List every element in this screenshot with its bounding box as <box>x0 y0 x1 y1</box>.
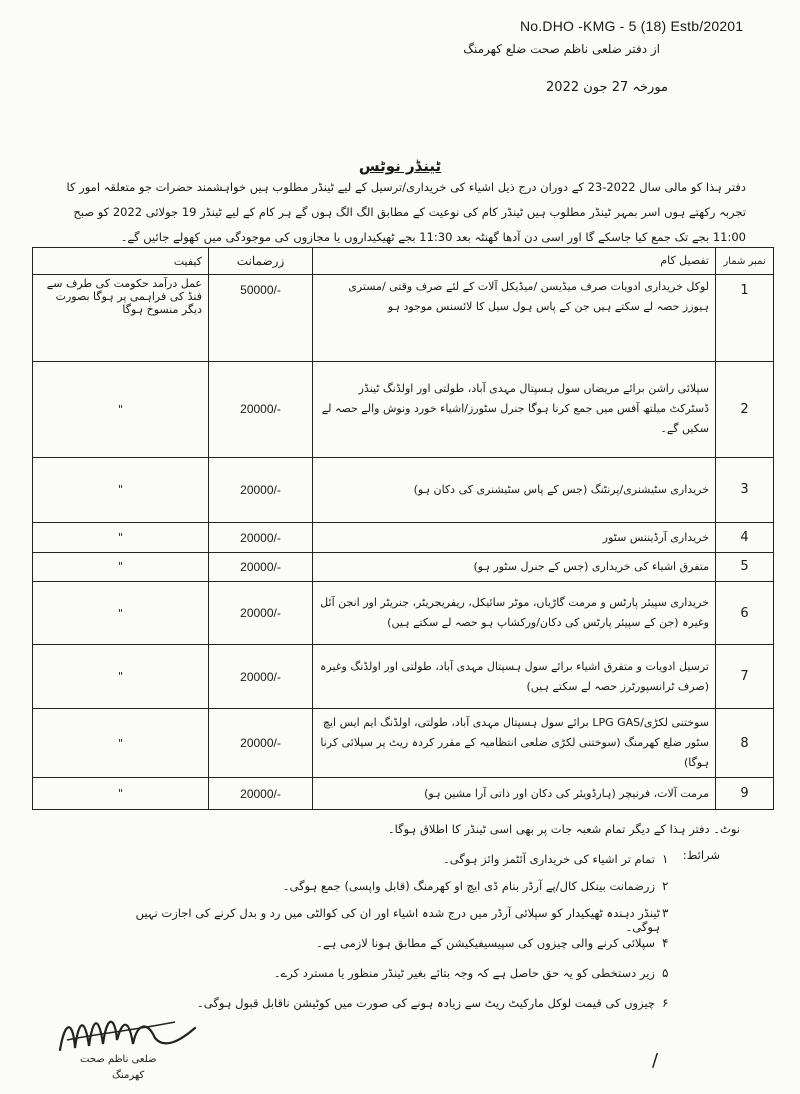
condition-text: سپلائی کرنے والی چیزوں کی سپیسیفیکیشن کے مطابق ہونا لازمی ہے۔ <box>316 936 655 950</box>
row-detail: مرمت آلات، فرنیچر (ہارڈویئر کی دکان اور ذاتی آرا مشین ہو) <box>313 778 716 810</box>
notice-date: مورخہ 27 جون 2022 <box>546 80 668 95</box>
header-remarks: کیفیت <box>33 248 209 275</box>
tender-table <box>32 247 774 810</box>
table-row <box>33 645 774 709</box>
row-detail: سپلائی راشن برائے مریضاں سول ہسپتال مہدی آباد، طولتی اور اولڈنگ ٹینڈر ڈسٹرکٹ میلتھ آفس میں جمع کرنا ہوگا جنرل سٹورز/اشیاء خورد ونوش والے حصہ لے سکیں گے۔ <box>313 362 716 458</box>
header-amount: زرضمانت <box>209 248 313 275</box>
row-detail: خریداری سٹیشنری/پرنٹنگ (جس کے پاس سٹیشنری کی دکان ہو) <box>313 457 716 523</box>
signature <box>55 1010 205 1058</box>
office-name: از دفتر ضلعی ناظم صحت ضلع کھرمنگ <box>463 42 660 56</box>
row-remarks: " <box>33 553 209 582</box>
signatory-title: ضلعی ناظم صحت <box>80 1054 157 1065</box>
row-remarks: " <box>33 581 209 645</box>
condition-text: زیر دستخطی کو یہ حق حاصل ہے کہ وجہ بتائے بغیر ٹینڈر منظور یا مسترد کرے۔ <box>273 966 655 980</box>
row-detail: متفرق اشیاء کی خریداری (جس کے جنرل سٹور ہو) <box>313 553 716 582</box>
row-detail: سوختنی لکڑی/LPG GAS برائے سول ہسپتال مہدی آباد، طولتی، اولڈنگ ایم ایس ایچ سٹور ضلع کھرمنگ (سوختنی لکڑی ضلعی انتظامیہ کے مقرر کردہ ریٹ پر سپلائی کرنا ہوگا) <box>313 709 716 778</box>
header-number: نمبر شمار <box>716 248 774 275</box>
row-number: 6 <box>716 581 774 645</box>
table-row <box>33 275 774 362</box>
row-detail: خریداری سپیئر پارٹس و مرمت گاڑیاں، موٹر سائیکل، ریفریجریٹر، جنریٹر اور انجن آئل وغیرہ (جن کے سپیئر پارٹس کی دکان/ورکشاپ ہو حصہ لے سکتے ہیں) <box>313 581 716 645</box>
row-number: 8 <box>716 709 774 778</box>
table-row <box>33 581 774 645</box>
condition-text: چیزوں کی قیمت لوکل مارکیٹ ریٹ سے زیادہ ہونے کی صورت میں کوٹیشن ناقابل قبول ہوگی۔ <box>197 996 655 1010</box>
table-row <box>33 457 774 523</box>
row-amount: 20000/- <box>209 457 313 523</box>
row-number: 2 <box>716 362 774 458</box>
row-remarks: " <box>33 362 209 458</box>
row-remarks: " <box>33 523 209 553</box>
header-detail: تفصیل کام <box>313 248 716 275</box>
signatory-place: کھرمنگ <box>112 1070 145 1081</box>
row-number: 9 <box>716 778 774 810</box>
row-amount: 20000/- <box>209 778 313 810</box>
note-text: نوٹ۔ دفتر ہذا کے دیگر تمام شعبہ جات پر بھی اسی ٹینڈر کا اطلاق ہوگا۔ <box>387 822 740 836</box>
row-amount: 20000/- <box>209 581 313 645</box>
condition-text: زرضمانت بینکل کال/پے آرڈر بنام ڈی ایچ او کھرمنگ (قابل واپسی) جمع ہوگی۔ <box>282 879 655 893</box>
condition-number: ۵ <box>662 966 669 980</box>
condition-text: ٹینڈر دہندہ ٹھیکیدار کو سپلائی آرڈر میں درج شدہ اشیاء اور ان کی کوالٹی میں رد و بدل کرنے کی اجازت نہیں ہوگی۔ <box>135 906 660 934</box>
row-amount: 20000/- <box>209 362 313 458</box>
row-number: 7 <box>716 645 774 709</box>
table-row <box>33 523 774 553</box>
table-row <box>33 362 774 458</box>
row-amount: 20000/- <box>209 523 313 553</box>
condition-text: تمام تر اشیاء کی خریداری آئٹمز وائز ہوگی۔ <box>443 852 655 866</box>
condition-number: ۱ <box>662 852 669 866</box>
intro-paragraph: دفتر ہذا کو مالی سال 2022-23 کے دوران درج ذیل اشیاء کی خریداری/ترسیل کے لیے ٹینڈر مطلوب ہیں خواہشمند حضرات جو متعلقہ امور کا تجربہ رکھتے ہوں اسر بمہر ٹینڈر مطلوب ہیں ٹینڈر کام کی نوعیت کے مطابق الگ الگ ہوں گے ہر کام کے لیے ٹینڈر 19 جولائی 2022 کو صبح 11:00 بجے تک جمع کیا جاسکے گا اور اسی دن آدھا گھنٹہ بعد 11:30 بجے ٹھیکیداروں یا مجازوں کی موجودگی میں کھولے جائیں گے۔ <box>66 180 746 244</box>
row-number: 1 <box>716 275 774 362</box>
row-number: 4 <box>716 523 774 553</box>
row-remarks: " <box>33 709 209 778</box>
row-detail: خریداری آرڈیننس سٹور <box>313 523 716 553</box>
row-remarks: " <box>33 457 209 523</box>
row-amount: 20000/- <box>209 553 313 582</box>
row-amount: 20000/- <box>209 709 313 778</box>
table-row <box>33 709 774 778</box>
row-amount: 50000/- <box>209 275 313 362</box>
condition-number: ۲ <box>662 879 669 893</box>
condition-number: ۴ <box>662 936 669 950</box>
table-row <box>33 553 774 582</box>
row-remarks: " <box>33 778 209 810</box>
row-detail: ترسیل ادویات و متفرق اشیاء برائے سول ہسپتال مہدی آباد، طولتی اور اولڈنگ وغیرہ (صرف ٹرانسپورٹرز حصہ لے سکتے ہیں) <box>313 645 716 709</box>
row-amount: 20000/- <box>209 645 313 709</box>
row-number: 3 <box>716 457 774 523</box>
row-remarks: " <box>33 645 209 709</box>
table-header-row <box>33 248 774 275</box>
reference-number: No.DHO -KMG - 5 (18) Estb/20201 <box>520 18 744 34</box>
tick-mark: / <box>652 1050 659 1071</box>
notice-title: ٹینڈر نوٹس <box>358 157 442 175</box>
table-row <box>33 778 774 810</box>
condition-number: ۶ <box>662 996 669 1010</box>
conditions-heading: شرائط: <box>682 848 720 862</box>
row-number: 5 <box>716 553 774 582</box>
row-remarks: عمل درآمد حکومت کی طرف سے فنڈ کی فراہمی پر ہوگا بصورت دیگر منسوخ ہوگا <box>33 275 209 362</box>
condition-number: ۳ <box>662 906 669 920</box>
row-detail: لوکل خریداری ادویات صرف میڈیسن /میڈیکل آلات کے لئے صرف وقتی /مستری ہیوزز حصہ لے سکتے ہیں جن کے پاس ہول سیل کا لائسنس موجود ہو <box>313 275 716 362</box>
